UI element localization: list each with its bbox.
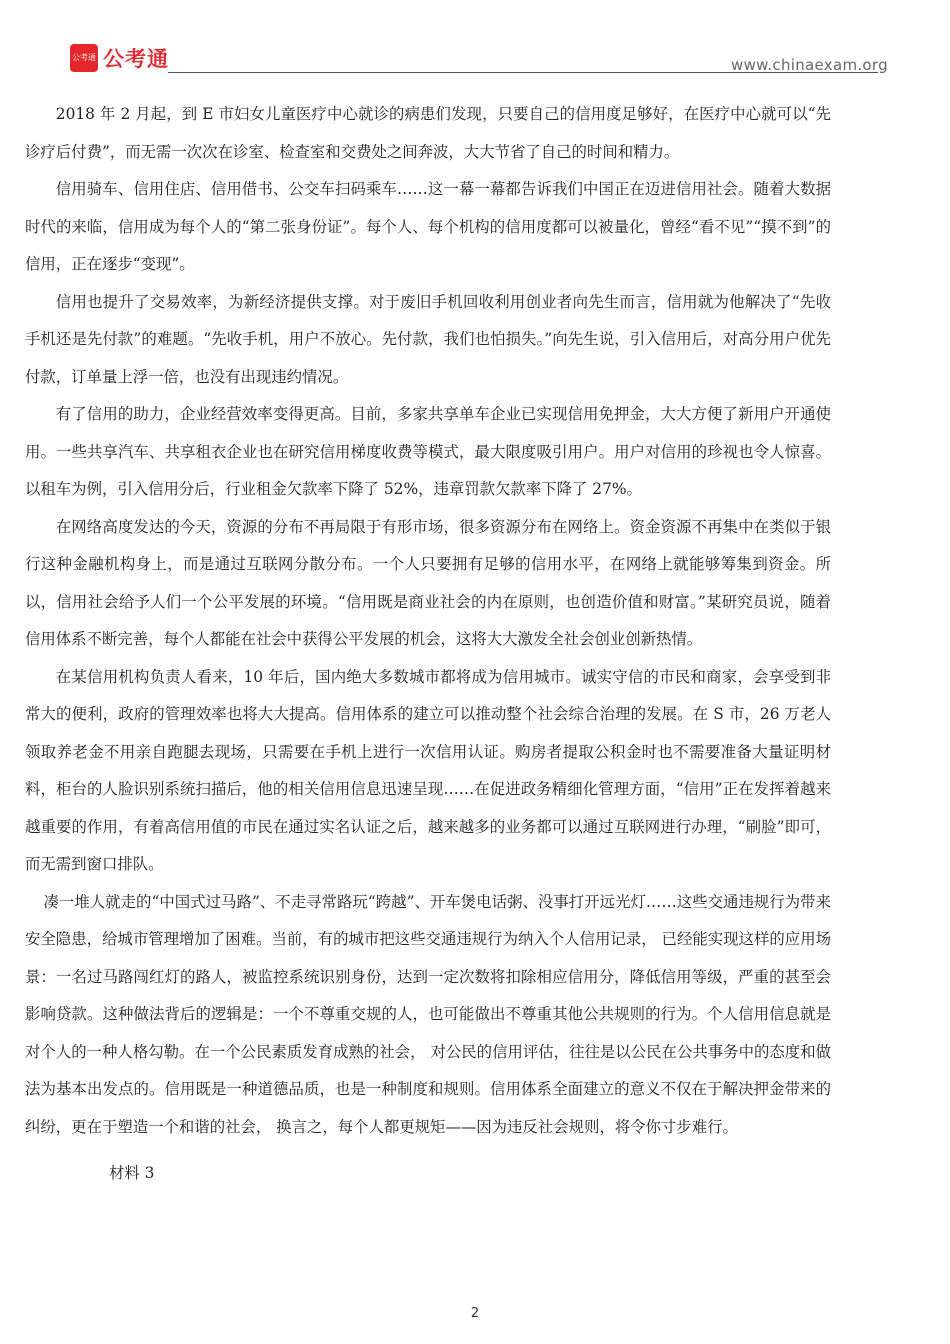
paragraph-6: 在某信用机构负责人看来，10 年后，国内绝大多数城市都将成为信用城市。诚实守信的市民和商家，会享受到非常大的便利，政府的管理效率也将大大提高。信用体系的建立可以推动整个社会综合治理的发展。在 S 市，26 万老人领取养老金不用亲自跑腿去现场，只需要在手机上进行一次信用认证。购房者提取公积金时也不需要准备大量证明材料，柜台的人脸识别系统扫描后，他的相关信用信息迅速呈现……在促进政务精细化管理方面，“信用”正在发挥着越来越重要的作用，有着高信用值的市民在通过实名认证之后，越来越多的业务都可以通过互联网进行办理，“刷脸”即可，而无需到窗口排队。 — [25, 667, 831, 873]
site-url[interactable]: www.chinaexam.org — [731, 56, 888, 74]
logo-text: 公考通 — [103, 47, 169, 71]
paragraph-5: 在网络高度发达的今天，资源的分布不再局限于有形市场，很多资源分布在网络上。资金资源不再集中在类似于银行这种金融机构身上，而是通过互联网分散分布。一个人只要拥有足够的信用水平，在网络上就能够筹集到资金。所以，信用社会给予人们一个公平发展的环境。“信用既是商业社会的内在原则，也创造价值和财富。”某研究员说，随着信用体系不断完善，每个人都能在社会中获得公平发展的机会，这将大大激发全社会创业创新热情。 — [25, 517, 831, 648]
document-body — [25, 96, 831, 1191]
page-number: 2 — [470, 1306, 480, 1321]
paragraph-3: 信用也提升了交易效率，为新经济提供支撑。对于废旧手机回收利用创业者向先生而言，信用就为他解决了“先收手机还是先付款”的难题。“先收手机，用户不放心。先付款，我们也怕损失。”向先生说，引入信用后，对高分用户优先付款，订单量上浮一倍，也没有出现违约情况。 — [25, 292, 831, 386]
paragraph-1: 2018 年 2 月起，到 E 市妇女儿童医疗中心就诊的病患们发现，只要自己的信用度足够好，在医疗中心就可以“先诊疗后付费”，而无需一次次在诊室、检查室和交费处之间奔波，大大节省了自己的时间和精力。 — [25, 105, 831, 161]
paragraph-4: 有了信用的助力，企业经营效率变得更高。目前，多家共享单车企业已实现信用免押金，大大方便了新用户开通使用。一些共享汽车、共享租衣企业也在研究信用梯度收费等模式，最大限度吸引用户。用户对信用的珍视也令人惊喜。以租车为例，引入信用分后，行业租金欠款率下降了 52%，违章罚款欠款率下降了 27%。 — [25, 405, 831, 498]
paragraph-7: 凑一堆人就走的“中国式过马路”、不走寻常路玩“跨越”、开车煲电话粥、没事打开远光灯……这些交通违规行为带来安全隐患，给城市管理增加了困难。当前，有的城市把这些交通违规行为纳入个人信用记录， 已经能实现这样的应用场景：一名过马路闯红灯的路人，被监控系统识别身份，达到一定次数将扣除相应信用分，降低信用等级，严重的甚至会影响贷款。这种做法背后的逻辑是：一个不尊重交规的人，也可能做出不尊重其他公共规则的行为。个人信用信息就是对个人的一种人格勾勒。在一个公民素质发育成熟的社会， 对公民的信用评估，往往是以公民在公共事务中的态度和做法为基本出发点的。信用既是一种道德品质，也是一种制度和规则。信用体系全面建立的意义不仅在于解决押金带来的纠纷，更在于塑造一个和谐的社会， 换言之，每个人都更规矩——因为违反社会规则，将令你寸步难行。 — [25, 892, 831, 1136]
section-label: 材料 3 — [109, 1164, 155, 1182]
paragraph-2: 信用骑车、信用住店、信用借书、公交车扫码乘车……这一幕一幕都告诉我们中国正在迈进信用社会。随着大数据时代的来临，信用成为每个人的“第二张身份证”。每个人、每个机构的信用度都可以被量化，曾经“看不见”“摸不到”的信用，正在逐步“变现”。 — [25, 180, 831, 273]
logo-badge-icon: 公考通 — [70, 44, 98, 72]
page-header — [0, 0, 950, 90]
logo[interactable] — [70, 43, 169, 73]
